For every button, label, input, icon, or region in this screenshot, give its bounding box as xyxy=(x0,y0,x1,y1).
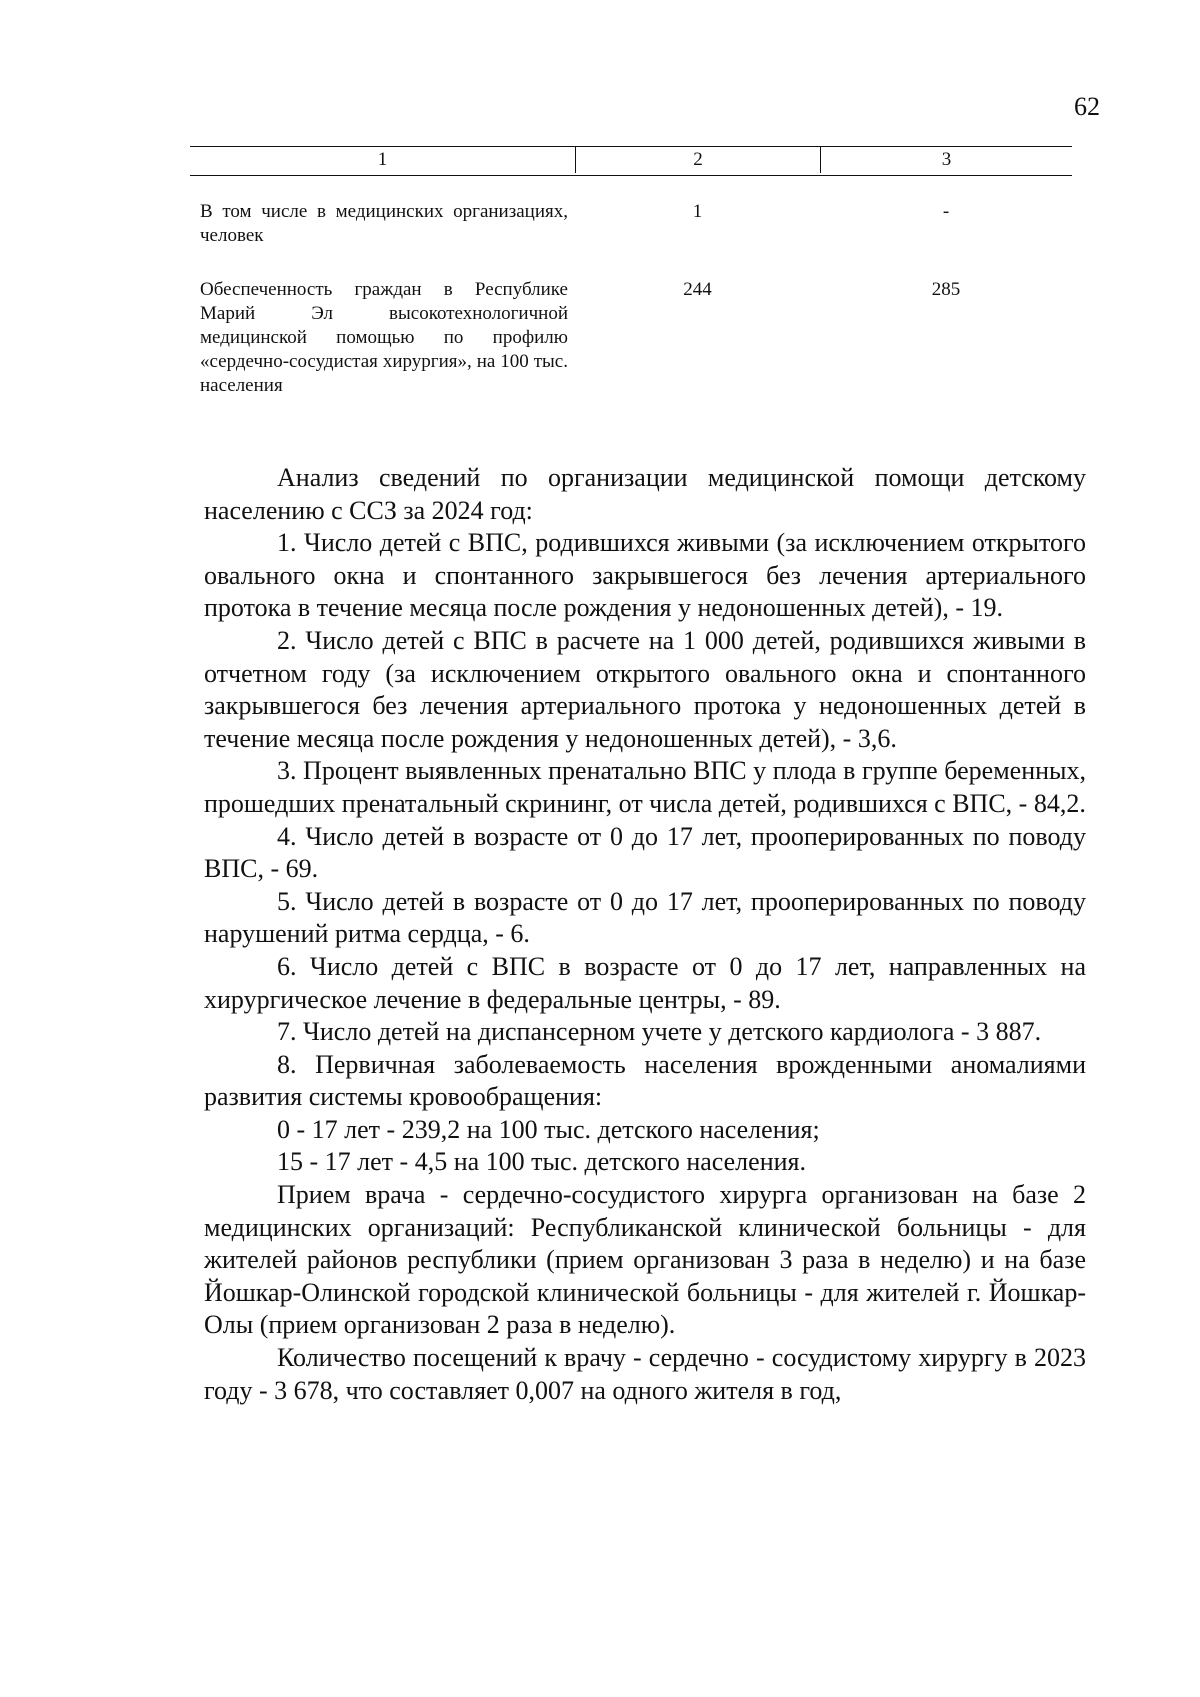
list-item: 1. Число детей с ВПС, родившихся живыми (за исключением открытого овального окна и спонтанного закрывшегося без лечения артериального протока в течение месяца после рождения у недоношенных детей), - 19. xyxy=(204,528,1086,623)
table-cell-value: 285 xyxy=(931,279,961,300)
table-cell-value: 244 xyxy=(683,279,712,300)
list-item: 7. Число детей на диспансерном учете у детского кардиолога - 3 887. xyxy=(277,1017,1042,1047)
list-item: 5. Число детей в возрасте от 0 до 17 лет, прооперированных по поводу нарушений ритма сердца, - 6. xyxy=(204,886,1086,949)
data-table xyxy=(190,146,1072,428)
table-cell-label: В том числе в медицинских организациях, человек xyxy=(200,201,568,246)
table-cell-value: 1 xyxy=(692,201,703,222)
list-item: 4. Число детей в возрасте от 0 до 17 лет, прооперированных по поводу ВПС, - 69. xyxy=(204,821,1086,884)
document-body xyxy=(204,462,1086,1407)
table-row xyxy=(190,278,1072,428)
list-item: 8. Первичная заболеваемость населения врожденными аномалиями развития системы кровообращения: xyxy=(204,1049,1086,1112)
paragraph: Прием врача - сердечно-сосудистого хирурга организован на базе 2 медицинских организаций: Республиканской клинической больницы - для жителей районов республики (прием организован 3 раза в неделю) и на базе Йошкар-Олинской городской клинической больницы - для жителей г. Йошкар-Олы (прием организован 2 раза в неделю). xyxy=(204,1180,1086,1340)
paragraph: Количество посещений к врачу - сердечно - сосудистому хирургу в 2023 году - 3 678, что составляет 0,007 на одного жителя в год, xyxy=(204,1343,1086,1405)
sub-item: 15 - 17 лет - 4,5 на 100 тыс. детского населения. xyxy=(277,1147,806,1177)
list-item: 3. Процент выявленных пренатально ВПС у плода в группе беременных, прошедших пренатальный скрининг, от числа детей, родившихся с ВПС, - 84,2. xyxy=(204,756,1086,818)
table-header xyxy=(190,146,1072,176)
table-header-col-1: 1 xyxy=(377,149,388,170)
list-item: 6. Число детей с ВПС в возрасте от 0 до 17 лет, направленных на хирургическое лечение в федеральные центры, - 89. xyxy=(204,951,1086,1014)
sub-item: 0 - 17 лет - 239,2 на 100 тыс. детского населения; xyxy=(277,1114,820,1144)
list-item: 2. Число детей с ВПС в расчете на 1 000 детей, родившихся живыми в отчетном году (за исключением открытого овального окна и спонтанного закрывшегося без лечения артериального протока у недоношенных детей в течение месяца после рождения у недоношенных детей), - 3,6. xyxy=(204,625,1086,753)
paragraph-intro: Анализ сведений по организации медицинской помощи детскому населению с ССЗ за 2024 год: xyxy=(204,463,1086,525)
page-number: 62 xyxy=(1074,92,1100,121)
table-row xyxy=(190,200,1072,270)
table-header-col-3: 3 xyxy=(820,147,1072,173)
table-header-col-2: 2 xyxy=(575,147,820,173)
table-cell-label: Обеспеченность граждан в Республике Марий Эл высокотехнологичной медицинской помощью по профилю «сердечно-сосудистая хирургия», на 100 тыс. населения xyxy=(200,279,568,396)
table-cell-value: - xyxy=(942,201,950,222)
